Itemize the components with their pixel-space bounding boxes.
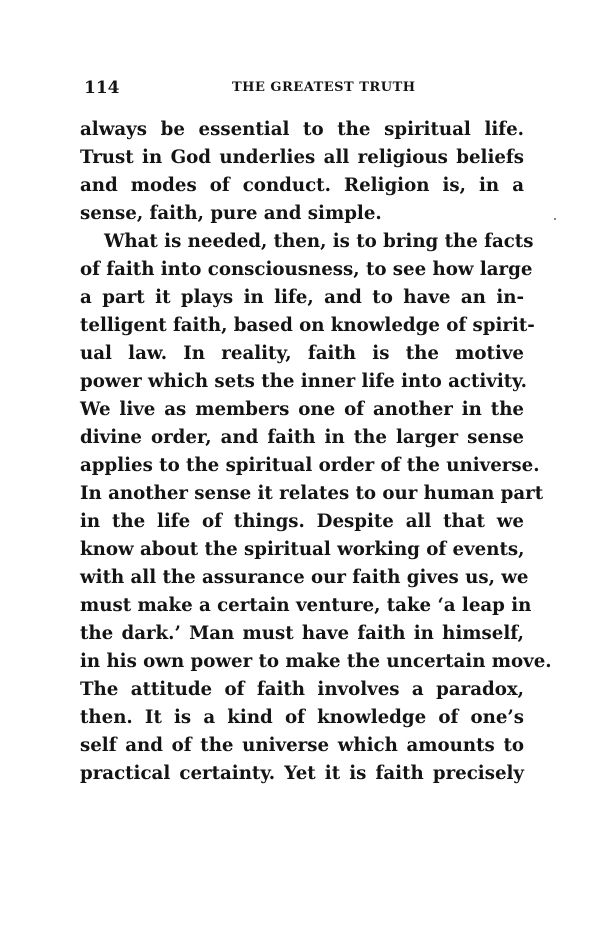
text-line: In another sense it relates to our human part [80,483,544,504]
text-line: practical certainty. Yet it is faith precisely [80,763,524,784]
text-line: with all the assurance our faith gives us, we [80,567,529,588]
text-line: applies to the spiritual order of the universe. [80,455,540,476]
text-line: self and of the universe which amounts to [80,735,524,756]
text-line: The attitude of faith involves a paradox, [80,679,524,700]
page-number: 114 [84,78,120,98]
text-line: then. It is a kind of knowledge of one’s [80,707,524,728]
text-line: must make a certain venture, take ‘a leap in [80,595,532,616]
text-line: power which sets the inner life into activity. [80,371,527,392]
text-line: divine order, and faith in the larger sense [80,427,524,448]
text-line: sense, faith, pure and simple. [80,203,382,224]
text-line: ual law. In reality, faith is the motive [80,343,524,364]
text-line: in his own power to make the uncertain move. [80,651,552,672]
text-line: and modes of conduct. Religion is, in a [80,175,524,196]
text-line: in the life of things. Despite all that we [80,511,524,532]
text-line: What is needed, then, is to bring the facts [104,231,534,252]
text-line: of faith into consciousness, to see how large [80,259,533,280]
text-line: Trust in God underlies all religious beliefs [80,147,524,168]
text-line: know about the spiritual working of events, [80,539,525,560]
running-title: THE GREATEST TRUTH [232,80,416,95]
text-line: the dark.’ Man must have faith in himself, [80,623,524,644]
text-line: We live as members one of another in the [80,399,524,420]
body-text [80,116,552,788]
page-header [84,78,524,100]
scan-speck [554,218,556,220]
text-line: always be essential to the spiritual life. [80,119,524,140]
text-line: telligent faith, based on knowledge of spirit- [80,315,535,336]
text-line: a part it plays in life, and to have an in- [80,287,524,308]
